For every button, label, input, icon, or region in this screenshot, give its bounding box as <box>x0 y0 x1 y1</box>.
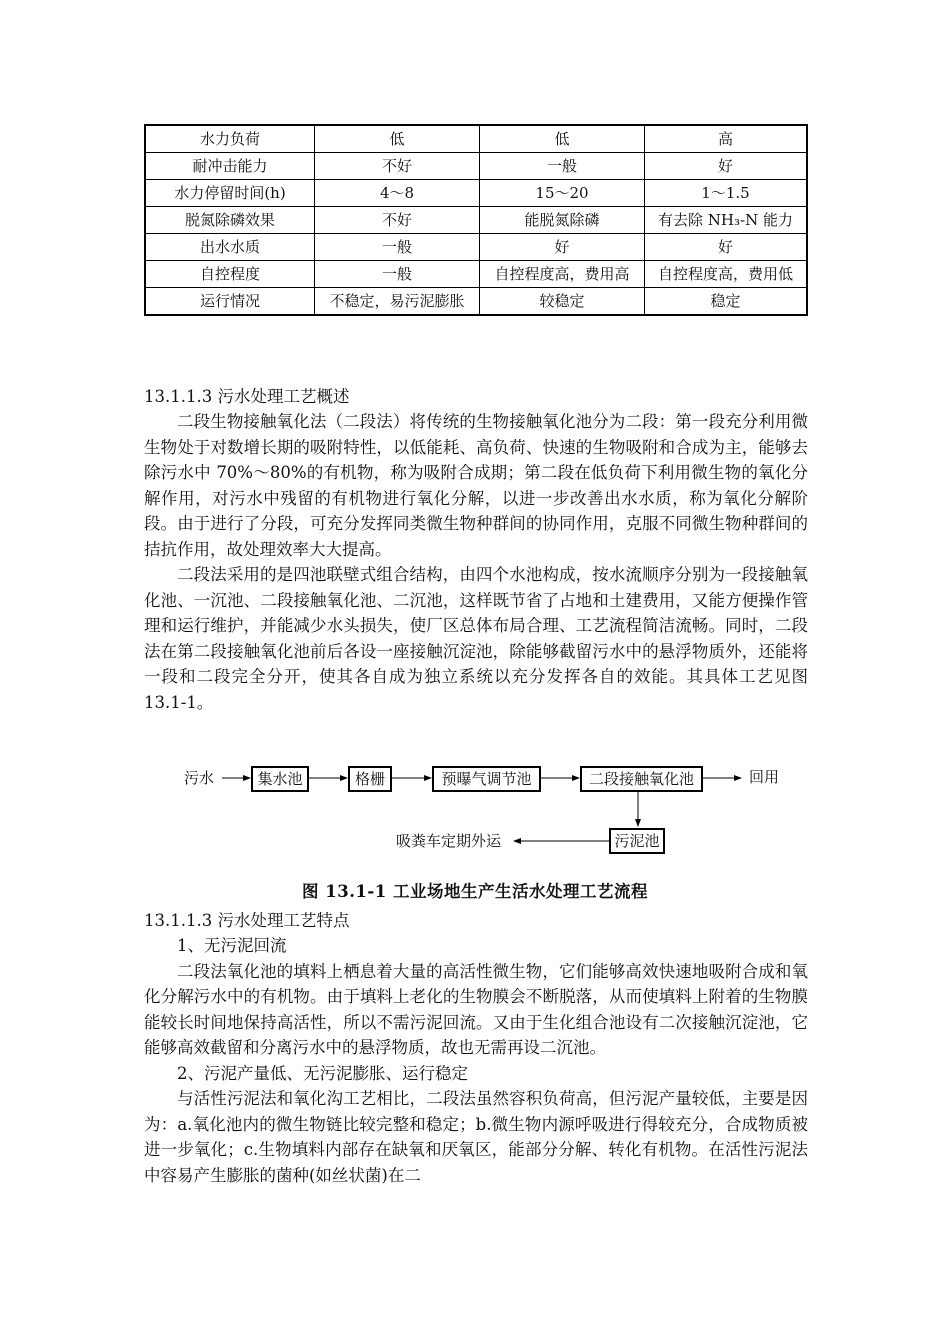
feature-paragraph-1: 二段法氧化池的填料上栖息着大量的高活性微生物，它们能够高效快速地吸附合成和氧化分解污水中的有机物。由于填料上老化的生物膜会不断脱落，从而使填料上附着的生物膜能较长时间地保持高活性，所以不需污泥回流。又由于生化组合池设有二次接触沉淀池，它能够高效截留和分离污水中的悬浮物质，故也无需再设二沉池。 <box>144 961 808 1057</box>
table-cell: 好 <box>480 234 645 261</box>
table-row-header: 出水水质 <box>145 234 315 261</box>
table-cell: 能脱氮除磷 <box>480 207 645 234</box>
table-row <box>145 288 807 316</box>
table-row <box>145 261 807 288</box>
flow-output-label: 回用 <box>749 768 780 786</box>
table-cell: 低 <box>480 125 645 153</box>
table-cell: 不好 <box>315 207 480 234</box>
table-row-header: 水力停留时间(h) <box>145 180 315 207</box>
flow-input-label: 污水 <box>184 769 215 787</box>
table-cell: 15～20 <box>480 180 645 207</box>
table-cell: 不好 <box>315 153 480 180</box>
flow-sludge-out-label: 吸粪车定期外运 <box>396 832 502 850</box>
table-cell: 好 <box>645 153 808 180</box>
table-row <box>145 234 807 261</box>
table-cell: 一般 <box>315 261 480 288</box>
table-cell: 有去除 NH₃-N 能力 <box>645 207 808 234</box>
table-cell: 4～8 <box>315 180 480 207</box>
feature-item-2: 2、污泥产量低、无污泥膨胀、运行稳定 <box>177 1063 468 1083</box>
flow-box-sludge-tank: 污泥池 <box>609 828 665 854</box>
overview-text <box>144 409 808 715</box>
flow-box-collection-tank: 集水池 <box>251 766 309 792</box>
section-heading-features: 13.1.1.3 污水处理工艺特点 <box>144 911 350 930</box>
table-cell: 好 <box>645 234 808 261</box>
table-cell: 自控程度高，费用高 <box>480 261 645 288</box>
table-cell: 一般 <box>480 153 645 180</box>
feature-item-1: 1、无污泥回流 <box>177 936 287 955</box>
table-row-header: 运行情况 <box>145 288 315 316</box>
comparison-table <box>144 124 808 316</box>
table-cell: 较稳定 <box>480 288 645 316</box>
table-row <box>145 125 807 153</box>
table-row-header: 水力负荷 <box>145 125 315 153</box>
feature-paragraph-2: 与活性污泥法和氧化沟工艺相比，二段法虽然容积负荷高，但污泥产量较低，主要是因为：a.氧化池内的微生物链比较完整和稳定；b.微生物内源呼吸进行得较充分，合成物质被进一步氧化；c.生物填料内部存在缺氧和厌氧区，能部分分解、转化有机物。在活性污泥法中容易产生膨胀的菌种(如丝状菌)在二 <box>144 1089 808 1185</box>
overview-paragraph-2: 二段法采用的是四池联壁式组合结构，由四个水池构成，按水流顺序分别为一段接触氧化池、一沉池、二段接触氧化池、二沉池，这样既节省了占地和土建费用，又能方便操作管理和运行维护，并能减少水头损失，使厂区总体布局合理、工艺流程简洁流畅。同时，二段法在第二段接触氧化池前后各设一座接触沉淀池，除能够截留污水中的悬浮物质外，还能将一段和二段完全分开，使其各自成为独立系统以充分发挥各自的效能。其具体工艺见图 13.1-1。 <box>144 565 808 712</box>
table-cell: 低 <box>315 125 480 153</box>
table-row-header: 耐冲击能力 <box>145 153 315 180</box>
table-cell: 不稳定，易污泥膨胀 <box>315 288 480 316</box>
table-cell: 1～1.5 <box>645 180 808 207</box>
overview-paragraph-1: 二段生物接触氧化法（二段法）将传统的生物接触氧化池分为二段：第一段充分利用微生物处于对数增长期的吸附特性，以低能耗、高负荷、快速的生物吸附和合成为主，能够去除污水中 70%～80%的有机物，称为吸附合成期；第二段在低负荷下利用微生物的氧化分解作用，对污水中残留的有机物进行氧化分解，以进一步改善出水水质，称为氧化分解阶段。由于进行了分段，可充分发挥同类微生物种群间的协同作用，克服不同微生物种群间的拮抗作用，故处理效率大大提高。 <box>144 412 808 559</box>
features-text <box>144 933 808 1188</box>
table-cell: 稳定 <box>645 288 808 316</box>
table-row <box>145 207 807 234</box>
table-row-header: 脱氮除磷效果 <box>145 207 315 234</box>
section-heading-overview: 13.1.1.3 污水处理工艺概述 <box>144 387 350 406</box>
table-cell: 自控程度高，费用低 <box>645 261 808 288</box>
table-row <box>145 180 807 207</box>
table-row-header: 自控程度 <box>145 261 315 288</box>
table-cell: 一般 <box>315 234 480 261</box>
flow-box-contact-oxidation-tank: 二段接触氧化池 <box>580 766 703 792</box>
flow-box-grille: 格栅 <box>348 766 392 792</box>
table-row <box>145 153 807 180</box>
figure-caption: 图 13.1-1 工业场地生产生活水处理工艺流程 <box>301 882 648 901</box>
flow-box-pre-aeration-tank: 预曝气调节池 <box>432 766 541 792</box>
table-cell: 高 <box>645 125 808 153</box>
